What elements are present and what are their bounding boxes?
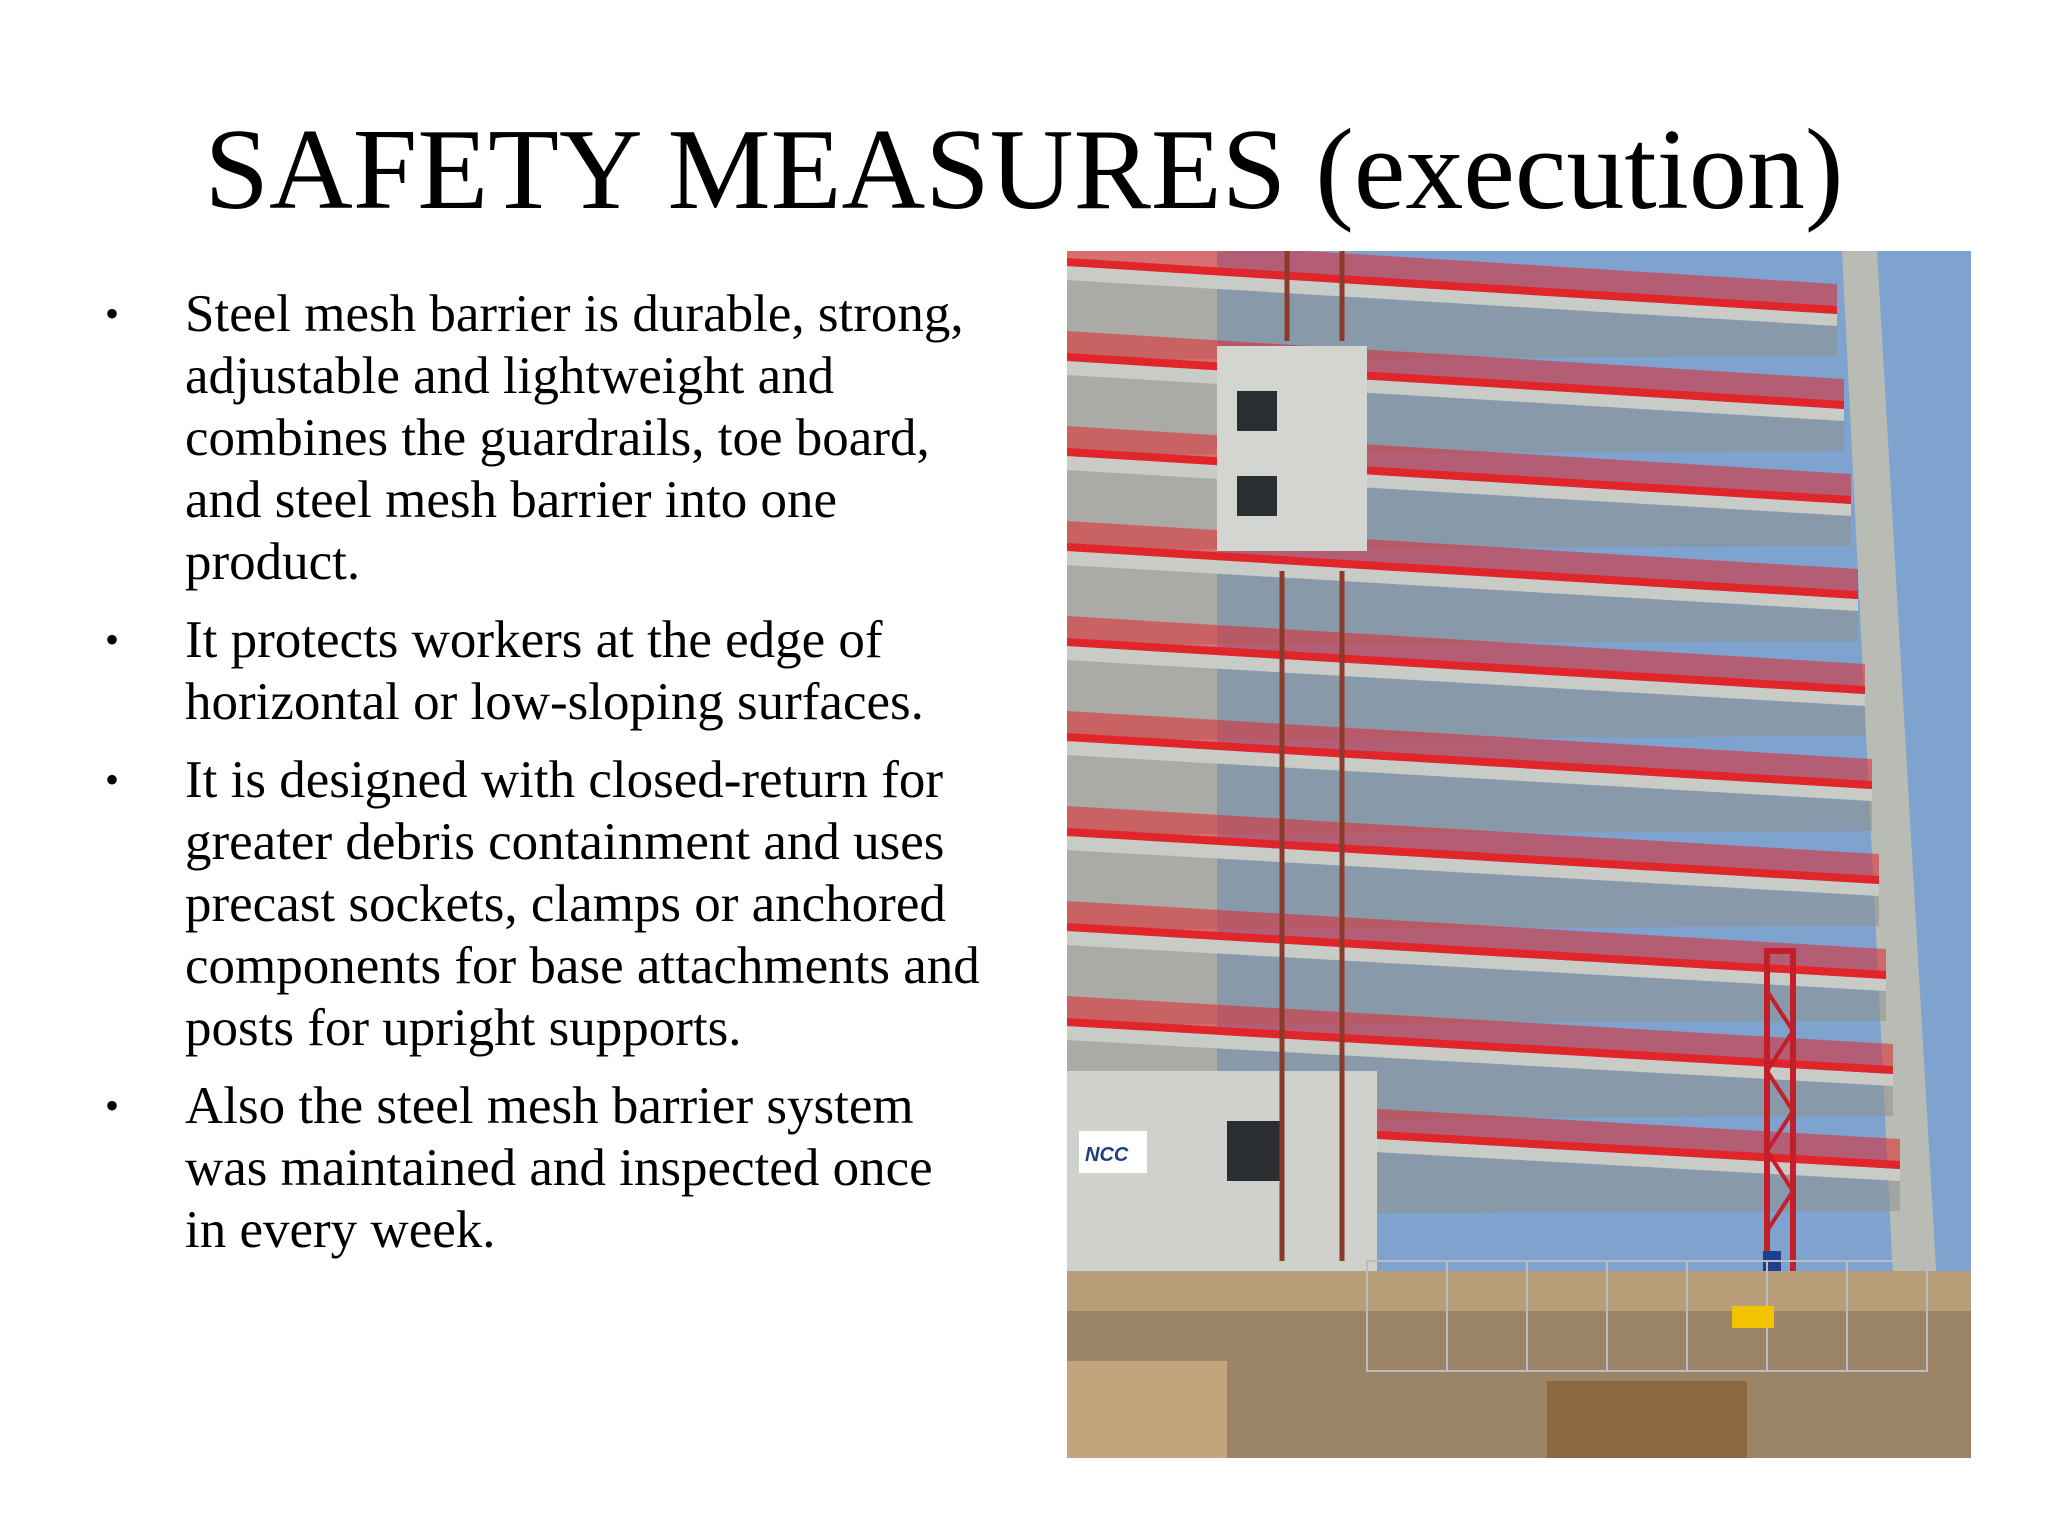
bullet-icon: • (105, 1083, 120, 1128)
wall-opening (1237, 391, 1277, 431)
warning-sign (1732, 1306, 1774, 1328)
concrete-wall-upper (1217, 346, 1367, 551)
bullet-item (105, 749, 985, 1059)
bullet-text: It protects workers at the edge of horizontal or low-sloping surfaces. (185, 611, 924, 731)
timber-pile (1067, 1361, 1227, 1458)
construction-site-photo (1067, 251, 1971, 1458)
floor-slabs (1067, 251, 1900, 1215)
slide-title: SAFETY MEASURES (execution) (204, 106, 1844, 234)
bullet-text: Also the steel mesh barrier system was maintained and inspected once in every week. (185, 1077, 933, 1259)
wall-opening (1227, 1121, 1282, 1181)
bullet-text: It is designed with closed-return for greater debris containment and uses precast sockets, clamps or anchored components for base attachments and posts for upright supports. (185, 751, 980, 1057)
bullet-icon: • (105, 291, 120, 336)
wall-opening (1237, 476, 1277, 516)
bullet-text: Steel mesh barrier is durable, strong, adjustable and lightweight and combines the guardrails, toe board, and steel mesh barrier into one product. (185, 285, 964, 591)
bullet-item (105, 283, 985, 593)
bullet-list (105, 283, 985, 1277)
building-illustration (1067, 251, 1971, 1458)
ncc-sign-text: NCC (1085, 1144, 1129, 1166)
timber-pile (1547, 1381, 1747, 1458)
bullet-icon: • (105, 617, 120, 662)
bullet-item (105, 1075, 985, 1261)
bullet-icon: • (105, 757, 120, 802)
bullet-item (105, 609, 985, 733)
